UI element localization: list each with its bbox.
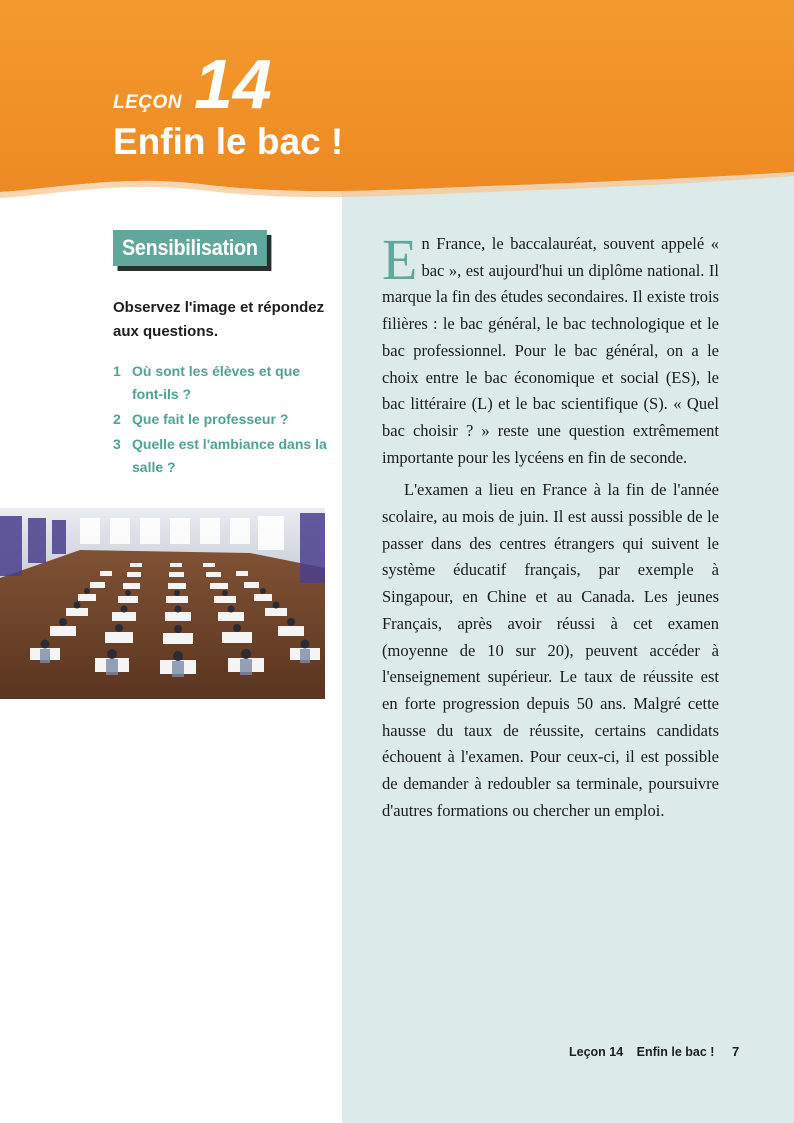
footer-lesson: Leçon 14 <box>569 1045 624 1059</box>
article-paragraph <box>382 227 719 471</box>
page-number: 7 <box>731 1044 740 1059</box>
question-number: 1 <box>113 363 121 379</box>
lesson-title: Enfin le bac ! <box>113 121 344 162</box>
exam-hall-photo <box>0 508 325 699</box>
question-item <box>113 360 335 406</box>
footer-title: Enfin le bac ! <box>636 1045 715 1059</box>
question-item <box>113 408 335 431</box>
instruction-text: Observez l'image et répondez aux questions. <box>113 299 325 340</box>
question-number: 3 <box>113 436 121 452</box>
question-text: Où sont les élèves et que font-ils ? <box>132 363 301 402</box>
page-footer <box>569 1044 739 1059</box>
drop-cap-letter: E <box>382 227 418 292</box>
question-number: 2 <box>113 411 121 427</box>
article-body <box>382 227 719 824</box>
question-text: Quelle est l'ambiance dans la salle ? <box>132 436 327 475</box>
article-paragraph-text: n France, le baccalauréat, souvent appelé « bac », est aujourd'hui un diplôme national. Il marque la fin des études secondaires. Il existe trois filières : le bac général, le bac technologique et le bac professionnel. Pour le bac général, on a le choix entre le bac économique et social (ES), le bac littéraire (L) et le bac scientifique (S). « Quel bac choisir ? » reste une question extrêmement importante pour les lycéens en fin de seconde. <box>382 234 719 467</box>
article-paragraph: L'examen a lieu en France à la fin de l'année scolaire, au mois de juin. Il est aussi possible de le passer dans des centres étrangers qui suivent le système éducatif français, par exemple à Singapour, en Chine et au Canada. Les jeunes Français, après avoir réussi à cet examen (moyenne de 10 sur 20), peuvent accéder à l'enseignement supérieur. Le taux de réussite est en forte progression depuis 50 ans. Malgré cette hausse du taux de réussite, certains candidats échouent à l'examen. Pour ceux-ci, il est possible de demander à redoubler sa terminale, poursuivre d'autres formations ou chercher un emploi. <box>382 480 719 820</box>
question-item <box>113 433 335 479</box>
question-text: Que fait le professeur ? <box>132 411 289 427</box>
lesson-number: 14 <box>194 45 272 123</box>
section-title-badge: Sensibilisation <box>113 230 267 266</box>
question-list <box>113 360 335 481</box>
lesson-label: LEÇON <box>113 92 182 113</box>
